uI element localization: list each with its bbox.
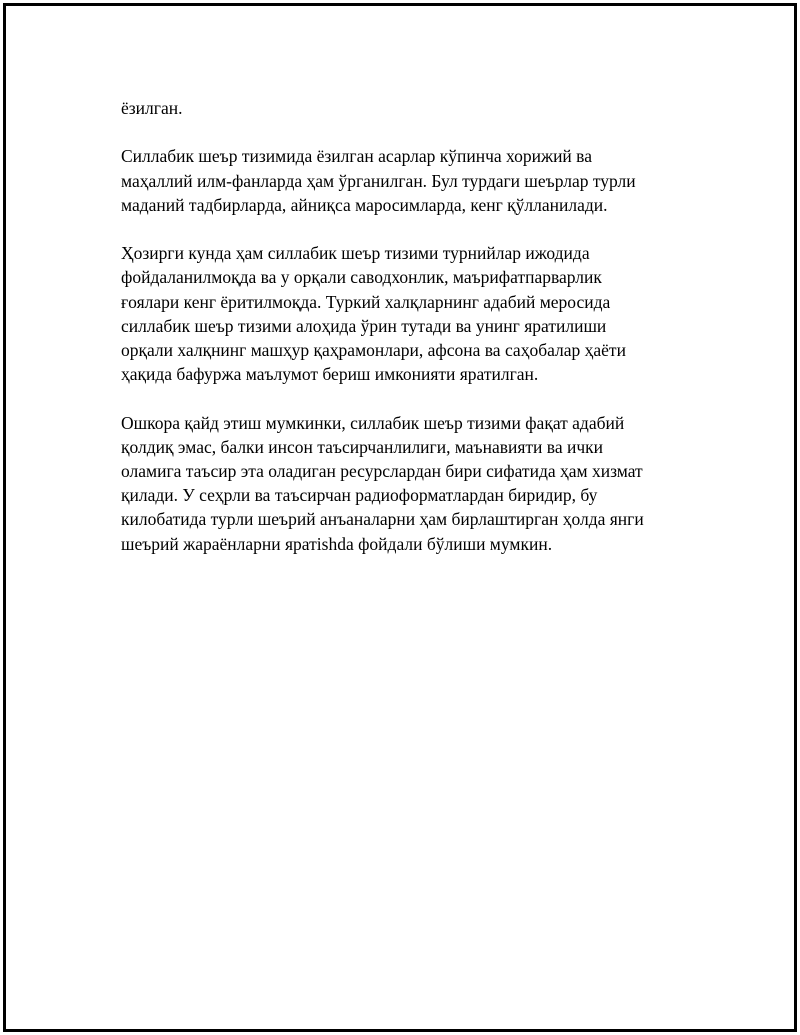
text-line: маҳаллий илм-фанларда ҳам ўрганилган. Бул турдаги шеърлар турли	[121, 170, 636, 191]
text-line: маданий тадбирларда, айниқса маросимларда, кенг қўлланилади.	[121, 194, 608, 215]
text-line: ёзилган.	[121, 98, 183, 118]
text-line: фойдаланилмоқда ва у орқали саводхонлик, маърифатпарварлик	[121, 267, 602, 288]
page-frame	[3, 3, 797, 1032]
paragraph-1	[121, 96, 686, 120]
text-line: ғоялари кенг ёритилмоқда. Туркий халқларнинг адабий меросида	[121, 291, 611, 312]
text-line: ҳақида бафуржа маълумот бериш имконияти яратилган.	[121, 364, 539, 385]
text-line: орқали халқнинг машҳур қаҳрамонлари, афсона ва саҳобалар ҳаёти	[121, 340, 626, 360]
text-line: қолдиқ эмас, балки инсон таъсирчанлилиги, маънавияти ва ички	[121, 436, 604, 457]
text-line: килобатида турли шеърий анъаналарни ҳам бирлаштирган ҳолда янги	[121, 509, 644, 530]
text-line: қилади. У сеҳрли ва таъсирчан радиоформатлардан биридир, бу	[121, 485, 598, 506]
document-body	[121, 96, 686, 580]
paragraph-3	[121, 241, 686, 386]
text-line: Ошкора қайд этиш мумкинки, силлабик шеър тизими фақат адабий	[121, 412, 625, 433]
text-line: шеърий жараёнларни яратishda фойдали бўлиши мумкин.	[121, 533, 553, 554]
text-line: силлабик шеър тизими алоҳида ўрин тутади ва унинг яратилиши	[121, 315, 607, 336]
text-line: Силлабик шеър тизимида ёзилган асарлар кўпинча хорижий ва	[121, 146, 592, 167]
paragraph-2	[121, 144, 686, 217]
text-line: Ҳозирги кунда ҳам силлабик шеър тизими турнийлар ижодида	[121, 243, 590, 264]
text-line: оламига таъсир эта оладиган ресурслардан бири сифатида ҳам хизмат	[121, 461, 643, 481]
paragraph-4	[121, 411, 686, 556]
